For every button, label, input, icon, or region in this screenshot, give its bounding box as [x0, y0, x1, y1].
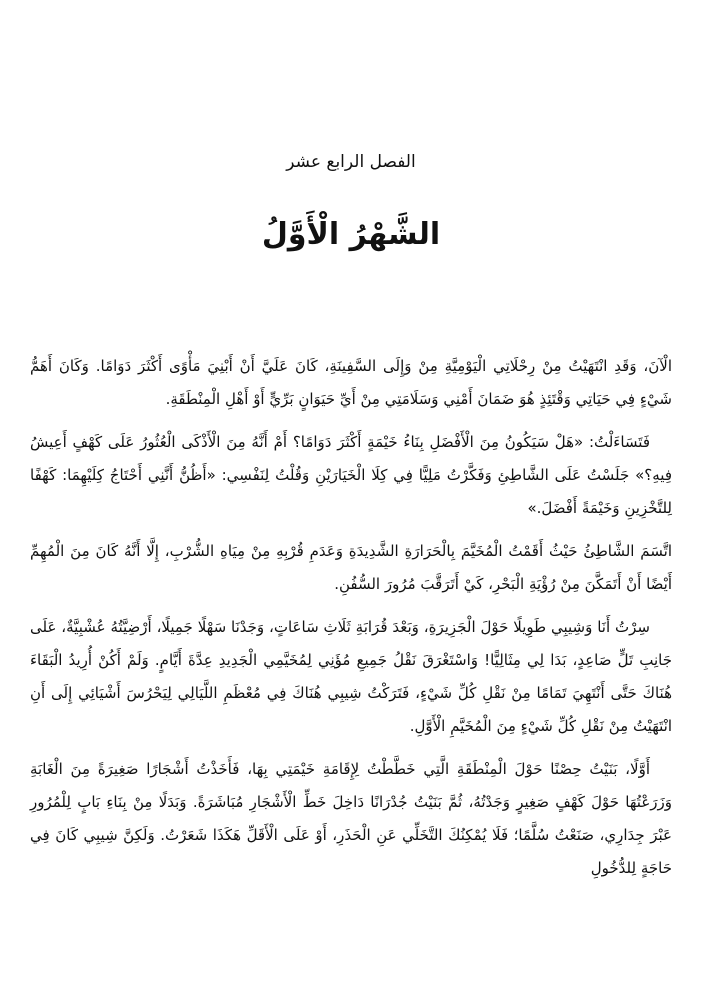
paragraph-1: الْآنَ، وَقَدِ انْتَهَيْتُ مِنْ رِحْلَاتِي الْيَوْمِيَّةِ مِنْ وَإِلَى السَّفِينَةِ، كَانَ عَلَيَّ أَنْ أَبْنِيَ مَأْوًى أَكْثَرَ دَوَامًا. وَكَانَ أَهَمُّ شَيْءٍ فِي حَيَاتِي وَقْتَئِذٍ هُوَ ضَمَانَ أَمْنِي وَسَلَامَتِي مِنْ أَيِّ حَيَوَانٍ بَرِّيٍّ أَوْ أَهْلِ الْمِنْطَقَةِ.: [30, 357, 672, 408]
paragraph-5: أَوَّلًا، بَنَيْتُ حِصْنًا حَوْلَ الْمِنْطَقَةِ الَّتِي خَطَّطْتُ لِإِقَامَةِ خَيْمَتِي بِهَا، فَأَخَذْتُ أَشْجَارًا صَغِيرَةً مِنَ الْغَابَةِ وَزَرَعْتُهَا حَوْلَ كَهْفٍ صَغِيرٍ وَجَدْتُهُ، ثُمَّ بَنَيْتُ جُدْرَانًا دَاخِلَ خَطِّ الْأَشْجَارِ مُبَاشَرَةً. وَبَدَلًا مِنْ بِنَاءِ بَابٍ لِلْمُرُورِ عَبْرَ جِدَارِي، صَنَعْتُ سُلَّمًا؛ فَلَا يُمْكِنُكَ التَّخَلِّي عَنِ الْحَذَرِ، أَوْ عَلَى الْأَقَلِّ هَكَذَا شَعَرْتُ. وَلَكِنَّ شِيبِي كَانَ فِي حَاجَةٍ لِلدُّخُولِ: [30, 760, 672, 877]
chapter-title: الشَّهْرُ الْأَوَّلُ: [261, 217, 441, 252]
book-page: [30, 0, 672, 1000]
paragraph-4: سِرْتُ أَنَا وَشِيبِي طَوِيلًا حَوْلَ الْجَزِيرَةِ، وَبَعْدَ قُرَابَةِ ثَلَاثِ سَاعَاتٍ، وَجَدْنَا سَهْلًا جَمِيلًا، أَرْضِيَّتُهُ عُشْبِيَّةٌ، عَلَى جَانِبِ تَلٍّ صَاعِدٍ، بَدَا لِي مِثَالِيًّا! وَاسْتَغْرَقَ نَقْلُ جَمِيعِ مُؤَنِي لِمُخَيَّمِي الْجَدِيدِ عِدَّةَ أَيَّامٍ. وَلَمْ أَكُنْ أُرِيدُ الْبَقَاءَ هُنَاكَ حَتَّى أَنْتَهِيَ تَمَامًا مِنْ نَقْلِ كُلِّ شَيْءٍ، فَتَرَكْتُ شِيبِي هُنَاكَ فِي مُعْظَمِ اللَّيَالِي لِيَحْرُسَ أَشْيَائِي إِلَى أَنِ انْتَهَيْتُ مِنْ نَقْلِ كُلِّ شَيْءٍ مِنَ الْمُخَيَّمِ الْأَوَّلِ.: [30, 618, 672, 735]
paragraph-2: فَتَسَاءَلْتُ: «هَلْ سَيَكُونُ مِنَ الْأَفْضَلِ بِنَاءُ خَيْمَةٍ أَكْثَرَ دَوَامًا؟ أَمْ أَنَّهُ مِنَ الْأَذْكَى الْعُثُورُ عَلَى كَهْفٍ أَعِيشُ فِيهِ؟» جَلَسْتُ عَلَى الشَّاطِئِ وَفَكَّرْتُ مَلِيًّا فِي كِلَا الْخَيَارَيْنِ وَقُلْتُ لِنَفْسِي: «أَظُنُّ أَنَّنِي أَحْتَاجُ كِلَيْهِمَا: كَهْفًا لِلتَّخْزِينِ وَخَيْمَةً أَفْضَلَ.»: [30, 433, 672, 517]
chapter-number-label: الفصل الرابع عشر: [286, 152, 416, 172]
paragraph-3: اتَّسَمَ الشَّاطِئُ حَيْثُ أَقَمْتُ الْمُخَيَّمَ بِالْحَرَارَةِ الشَّدِيدَةِ وَعَدَمِ قُرْبِهِ مِنْ مِيَاهِ الشُّرْبِ، إِلَّا أَنَّهُ كَانَ مِنَ الْمُهِمِّ أَيْضًا أَنْ أَتَمَكَّنَ مِنْ رُؤْيَةِ الْبَحْرِ، كَيْ أَتَرَقَّبَ مُرُورَ السُّفُنِ.: [30, 542, 672, 593]
chapter-body: [30, 350, 672, 895]
